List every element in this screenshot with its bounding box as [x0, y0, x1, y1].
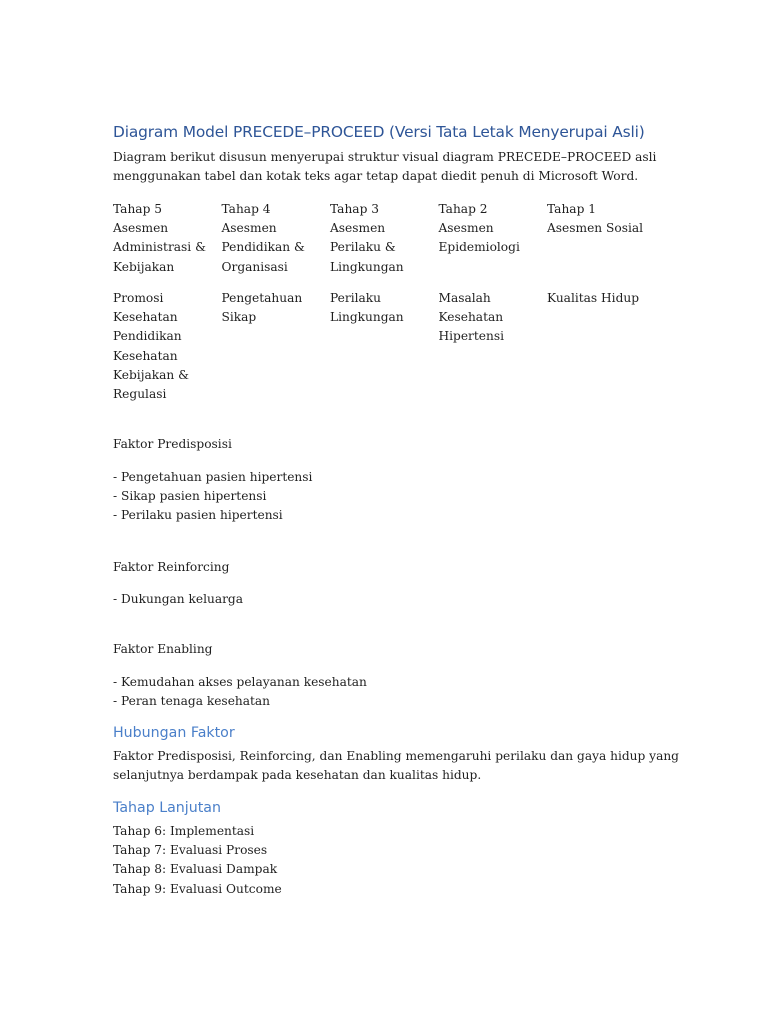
stage-content-row: [113, 289, 658, 404]
list-item: - Perilaku pasien hipertensi: [113, 508, 283, 523]
relation-heading: Hubungan Faktor: [113, 725, 235, 741]
paragraph-line: selanjutnya berdampak pada kesehatan dan kualitas hidup.: [113, 768, 482, 783]
stage-2-cell: [439, 200, 548, 277]
cell-line: Kesehatan: [113, 310, 178, 325]
list-item: Tahap 6: Implementasi: [113, 824, 255, 838]
next-stages-heading: Tahap Lanjutan: [113, 800, 221, 816]
cell-line: Organisasi: [221, 259, 288, 274]
behavior-environment-cell: [330, 289, 439, 404]
cell-line: Asesmen: [113, 221, 169, 236]
list-item: - Kemudahan akses pelayanan kesehatan: [113, 675, 367, 689]
list-item: - Dukungan keluarga: [113, 592, 243, 606]
cell-line: Tahap 1: [547, 202, 596, 216]
list-item: Tahap 7: Evaluasi Proses: [113, 843, 268, 858]
cell-line: Masalah: [438, 291, 491, 305]
cell-line: Sikap: [221, 310, 257, 325]
cell-line: Epidemiologi: [438, 240, 520, 255]
quality-of-life-cell: [547, 289, 656, 404]
cell-line: Asesmen Sosial: [547, 221, 644, 236]
cell-line: Perilaku &: [330, 240, 396, 255]
health-promotion-cell: [113, 289, 222, 404]
document-title: Diagram Model PRECEDE–PROCEED (Versi Tata Letak Menyerupai Asli): [113, 123, 645, 141]
cell-line: Kebijakan: [113, 259, 175, 274]
cell-line: Kesehatan: [438, 310, 504, 325]
intro-line: Diagram berikut disusun menyerupai struktur visual diagram PRECEDE–PROCEED asli: [113, 150, 657, 164]
cell-line: Pendidikan &: [221, 240, 305, 255]
intro-line: menggunakan tabel dan kotak teks agar tetap dapat diedit penuh di Microsoft Word.: [113, 169, 639, 184]
cell-line: Asesmen: [330, 221, 386, 236]
stage-header-row: [113, 200, 658, 277]
list-item: - Sikap pasien hipertensi: [113, 489, 267, 504]
paragraph-line: Faktor Predisposisi, Reinforcing, dan Enabling memengaruhi perilaku dan gaya hidup yang: [113, 749, 679, 763]
knowledge-attitude-cell: [222, 289, 331, 404]
cell-line: Promosi: [113, 291, 164, 305]
cell-line: Tahap 2: [438, 202, 488, 216]
enabling-heading: Faktor Enabling: [113, 642, 213, 656]
cell-line: Tahap 5: [113, 202, 162, 216]
list-item: Tahap 9: Evaluasi Outcome: [113, 881, 282, 896]
cell-line: Administrasi &: [113, 240, 206, 255]
predisposing-heading: Faktor Predisposisi: [113, 437, 232, 451]
health-problem-cell: [439, 289, 548, 404]
cell-line: Kesehatan: [113, 348, 178, 363]
list-item: Tahap 8: Evaluasi Dampak: [113, 862, 278, 877]
cell-line: Lingkungan: [330, 259, 404, 274]
relation-paragraph: [113, 747, 679, 785]
intro-paragraph: [113, 148, 658, 186]
reinforcing-heading: Faktor Reinforcing: [113, 560, 230, 574]
cell-line: Tahap 4: [221, 202, 271, 216]
cell-line: Kualitas Hidup: [547, 291, 640, 305]
cell-line: Tahap 3: [330, 202, 379, 216]
predisposing-list: [113, 468, 658, 526]
cell-line: Hipertensi: [438, 329, 504, 344]
list-item: - Pengetahuan pasien hipertensi: [113, 470, 313, 484]
stage-5-cell: [113, 200, 222, 277]
stage-3-cell: [330, 200, 439, 277]
cell-line: Pengetahuan: [221, 291, 303, 305]
cell-line: Asesmen: [438, 221, 494, 236]
cell-line: Perilaku: [330, 291, 381, 305]
cell-line: Asesmen: [221, 221, 277, 236]
cell-line: Lingkungan: [330, 310, 404, 325]
cell-line: Kebijakan &: [113, 367, 189, 382]
stage-1-cell: [547, 200, 656, 277]
next-stages-list: [113, 822, 658, 899]
reinforcing-list: [113, 590, 658, 609]
stage-4-cell: [222, 200, 331, 277]
cell-line: Regulasi: [113, 387, 167, 402]
cell-line: Pendidikan: [113, 329, 182, 344]
list-item: - Peran tenaga kesehatan: [113, 694, 271, 709]
enabling-list: [113, 673, 658, 711]
